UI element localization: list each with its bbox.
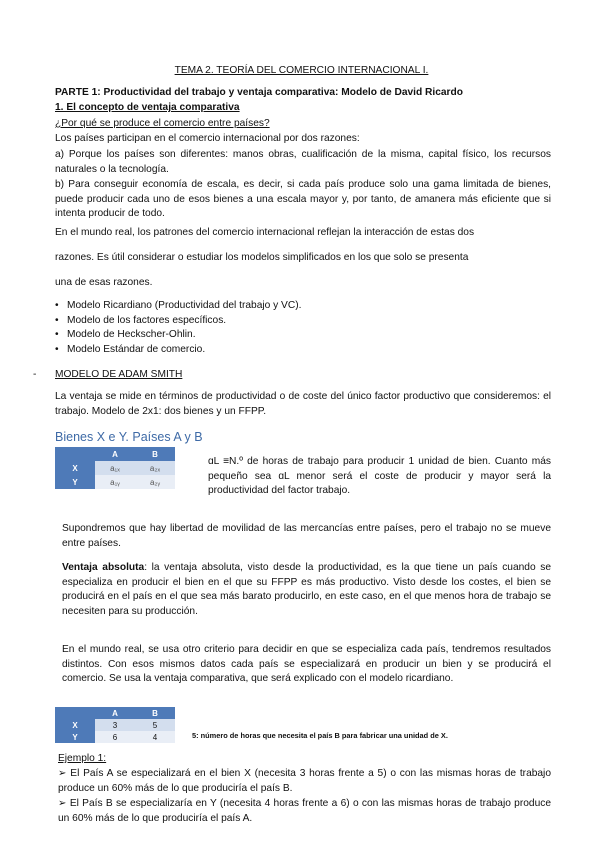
- smith-paragraph: La ventaja se mide en términos de productividad o de coste del único factor productivo que consideremos: el trabajo. Modelo de 2x1: dos bienes y un FFPP.: [55, 391, 551, 417]
- table1-caption: Bienes X e Y. Países A y B: [55, 430, 203, 444]
- intro-paragraph: Los países participan en el comercio internacional por dos razones:: [55, 133, 360, 144]
- real-world-line-3: una de esas razones.: [55, 277, 153, 288]
- table-cell: [55, 447, 95, 461]
- table-cell: 6: [95, 731, 135, 743]
- table-row: [55, 461, 175, 475]
- part1-heading: PARTE 1: Productividad del trabajo y ventaja comparativa: Modelo de David Ricardo: [55, 87, 463, 98]
- section-dash: -: [33, 369, 37, 380]
- section1-heading: 1. El concepto de ventaja comparativa: [55, 102, 240, 113]
- list-item: • Modelo Ricardiano (Productividad del trabajo y VC).: [55, 299, 301, 314]
- comparative-paragraph: En el mundo real, se usa otro criterio para decidir en que se especializa cada país, tendremos resultados distintos. Con esos mismos datos cada país se especializará en producir un bien y se producirá el comercio. Se usa la ventaja comparativa, que será explicado con el modelo ricardiano.: [62, 644, 551, 684]
- document-title: TEMA 2. TEORÍA DEL COMERCIO INTERNACIONAL I.: [174, 65, 429, 76]
- table-cell: B: [135, 707, 175, 719]
- table-header-row: [55, 447, 175, 461]
- list-item: • Modelo de Heckscher-Ohlin.: [55, 328, 301, 343]
- hours-numeric-table: [55, 707, 175, 743]
- table-cell: 5: [135, 719, 175, 731]
- example-heading: Ejemplo 1:: [58, 753, 107, 764]
- example-country-b: ➢ El País B se especializaría en Y (necesita 4 horas frente a 6) o con las mismas horas de trabajo produce un 60% más de lo que produciría el país A.: [58, 798, 551, 824]
- table-header-row: [55, 707, 175, 719]
- table-row: [55, 719, 175, 731]
- list-item: • Modelo Estándar de comercio.: [55, 343, 301, 358]
- table-row: [55, 475, 175, 489]
- table-cell: a₂ₓ: [135, 461, 175, 475]
- reason-a-paragraph: a) Porque los países son diferentes: manos obras, cualificación de la misma, capital físico, los recursos naturales o la tecnología.: [55, 149, 551, 175]
- question-heading: ¿Por qué se produce el comercio entre países?: [55, 118, 270, 129]
- absolute-advantage-label: Ventaja absoluta: [62, 562, 145, 573]
- table-cell: X: [55, 719, 95, 731]
- absolute-advantage-paragraph: [62, 561, 551, 619]
- table-cell: X: [55, 461, 95, 475]
- table-cell: Y: [55, 731, 95, 743]
- table-cell: a₁ᵧ: [95, 475, 135, 489]
- al-definition: ɑL ≡N.º de horas de trabajo para producir 1 unidad de bien. Cuanto más pequeño sea ɑL menor será el coste de producir y mayor será la productividad del factor trabajo.: [208, 456, 551, 496]
- table-cell: B: [135, 447, 175, 461]
- models-list: [55, 299, 301, 357]
- table-cell: 4: [135, 731, 175, 743]
- table-cell: 3: [95, 719, 135, 731]
- table-cell: A: [95, 707, 135, 719]
- table-cell: A: [95, 447, 135, 461]
- table-cell: a₂ᵧ: [135, 475, 175, 489]
- table-cell: a₁ₓ: [95, 461, 135, 475]
- reason-b-paragraph: b) Para conseguir economía de escala, es decir, si cada país produce solo una gama limitada de bienes, puede producir cada uno de esos bienes a una escala mayor y, por tanto, de amanera más eficiente que si intenta producir de todo.: [55, 179, 551, 219]
- list-item: • Modelo de los factores específicos.: [55, 314, 301, 329]
- table2-note: 5: número de horas que necesita el país B para fabricar una unidad de X.: [192, 731, 448, 740]
- real-world-line-2: razones. Es útil considerar o estudiar los modelos simplificados en los que solo se presenta: [55, 252, 469, 263]
- mobility-paragraph: Supondremos que hay libertad de movilidad de las mercancías entre países, pero el trabajo no se mueve entre países.: [62, 523, 551, 549]
- real-world-line-1: En el mundo real, los patrones del comercio internacional reflejan la interacción de estas dos: [55, 227, 475, 238]
- absolute-advantage-text: : la ventaja absoluta, visto desde la productividad, es la que tiene un país cuando se especializa en producir el bien en el que su FFPP es más productivo. Visto desde los costes, el bien se producirá en el país en el que sea más barato producirlo, en este caso, en el que menos hora de trabajo se necesiten para su producción.: [62, 562, 551, 617]
- table-cell: Y: [55, 475, 95, 489]
- example-country-a: ➢ El País A se especializará en el bien X (necesita 3 horas frente a 5) o con las mismas horas de trabajo produce un 60% más de lo que produciría el país B.: [58, 768, 551, 794]
- hours-symbol-table: [55, 447, 175, 489]
- table-row: [55, 731, 175, 743]
- smith-heading: MODELO DE ADAM SMITH: [55, 369, 183, 380]
- table-cell: [55, 707, 95, 719]
